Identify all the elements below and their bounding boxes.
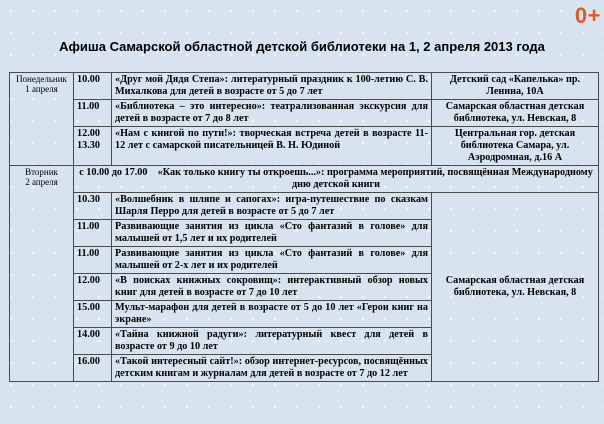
event-description: «Друг мой Дядя Степа»: литературный праздник к 100-летию С. В. Михалкова для детей в возрасте от 5 до 7 лет (112, 73, 432, 100)
event-place: Детский сад «Капелька» пр. Ленина, 10А (432, 73, 599, 100)
table-row (10, 127, 599, 166)
table-row (10, 73, 599, 100)
day-name: Понедельник (16, 74, 67, 84)
day-date: 1 апреля (25, 84, 58, 94)
event-time: 10.30 (74, 193, 112, 220)
day-cell-tuesday (10, 166, 74, 382)
event-description: «Нам с книгой по пути!»: творческая встреча детей в возрасте 11-12 лет с самарской писательницей В. Н. Юдиной (112, 127, 432, 166)
event-place-shared: Самарская областная детская библиотека, ул. Невская, 8 (432, 193, 599, 382)
event-time: 12.00 13.30 (74, 127, 112, 166)
day-cell-monday (10, 73, 74, 166)
table-row (10, 100, 599, 127)
event-description: «В поисках книжных сокровищ»: интерактивный обзор новых книг для детей в возрасте от 7 до 10 лет (112, 274, 432, 301)
event-description: Развивающие занятия из цикла «Сто фантазий в голове» для малышей от 2-х лет и их родителей (112, 247, 432, 274)
event-description: Мульт-марафон для детей в возрасте от 5 до 10 лет «Герои книг на экране» (112, 301, 432, 328)
event-description: «Волшебник в шляпе и сапогах»: игра-путешествие по сказкам Шарля Перро для детей в возрасте от 5 до 7 лет (112, 193, 432, 220)
event-description: «Такой интересный сайт!»: обзор интернет-ресурсов, посвящённых детским книгам и журналам для детей в возрасте от 7 до 12 лет (112, 355, 432, 382)
table-row (10, 193, 599, 220)
event-time: 16.00 (74, 355, 112, 382)
event-time: 11.00 (74, 220, 112, 247)
event-time: 12.00 (74, 274, 112, 301)
event-time: 11.00 (74, 247, 112, 274)
day-date: 2 апреля (25, 177, 58, 187)
event-time: 10.00 (74, 73, 112, 100)
day-name: Вторник (25, 167, 58, 177)
program-header (74, 166, 599, 193)
event-place: Центральная гор. детская библиотека Самара, ул. Аэродромная, д.16 А (432, 127, 599, 166)
program-title: «Как только книгу ты откроешь...»: программа мероприятий, посвящённая Международному дню детской книги (157, 167, 593, 190)
schedule-table (9, 72, 599, 382)
age-rating-badge: 0+ (574, 3, 601, 28)
event-time: 11.00 (74, 100, 112, 127)
page-title: Афиша Самарской областной детской библиотеки на 1, 2 апреля 2013 года (59, 39, 545, 54)
event-time: 15.00 (74, 301, 112, 328)
event-description: «Библиотека – это интересно»: театрализованная экскурсия для детей в возрасте от 7 до 8 лет (112, 100, 432, 127)
event-place: Самарская областная детская библиотека, ул. Невская, 8 (432, 100, 599, 127)
event-time: 14.00 (74, 328, 112, 355)
event-description: Развивающие занятия из цикла «Сто фантазий в голове» для малышей от 1,5 лет и их родителей (112, 220, 432, 247)
program-time: с 10.00 до 17.00 (79, 167, 148, 178)
event-description: «Тайна книжной радуги»: литературный квест для детей в возрасте от 9 до 10 лет (112, 328, 432, 355)
table-row (10, 166, 599, 193)
